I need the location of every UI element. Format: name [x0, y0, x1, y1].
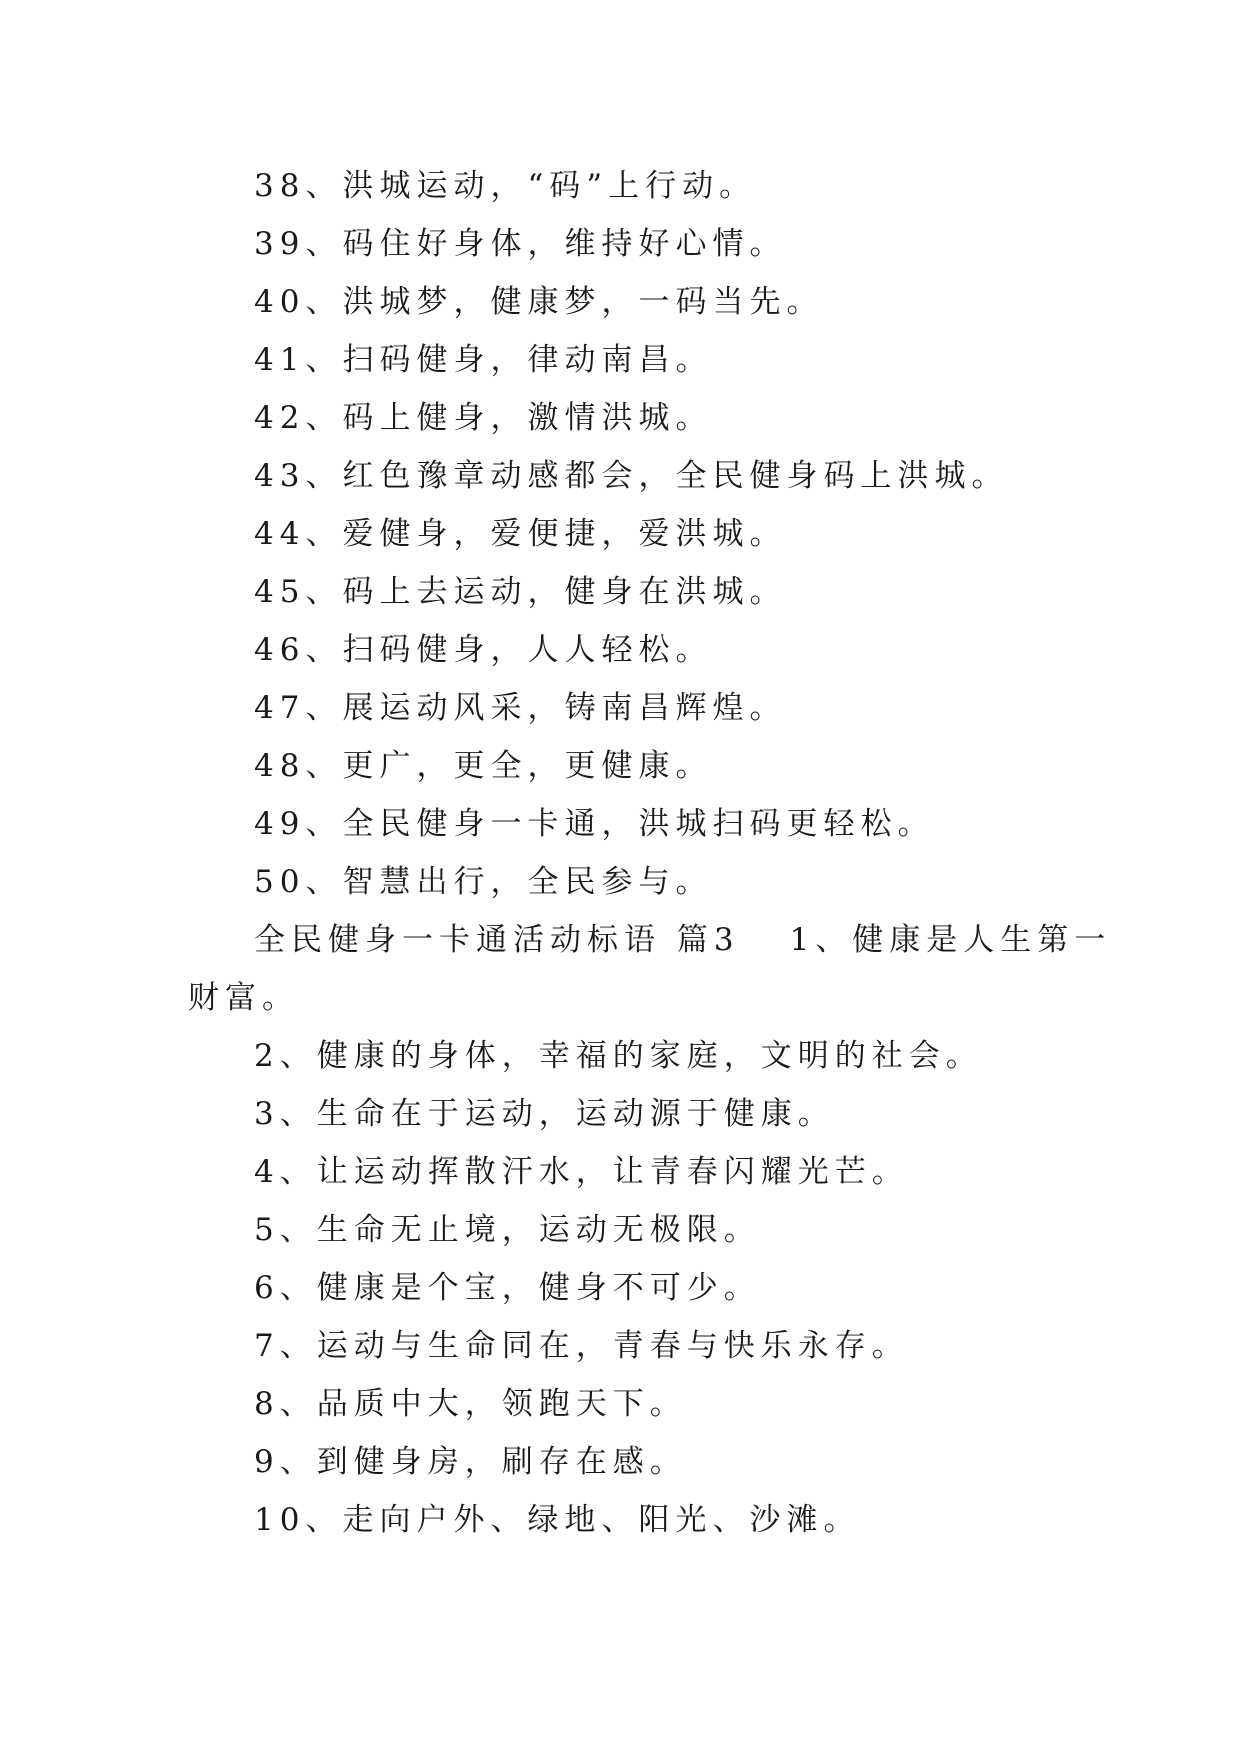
slogan-item: 9、到健身房，刷存在感。 [254, 1444, 687, 1480]
slogan-item: 42、码上健身，激情洪城。 [254, 400, 713, 436]
slogan-item: 50、智慧出行，全民参与。 [254, 864, 713, 900]
section-heading: 全民健身一卡通活动标语 篇3 [254, 922, 740, 958]
slogan-item: 38、洪城运动，“码”上行动。 [254, 168, 757, 204]
slogan-item: 5、生命无止境，运动无极限。 [254, 1212, 761, 1248]
slogan-item: 8、品质中大，领跑天下。 [254, 1386, 687, 1422]
slogan-item: 4、让运动挥散汗水，让青春闪耀光芒。 [254, 1154, 909, 1190]
slogan-item: 6、健康是个宝，健身不可少。 [254, 1270, 761, 1306]
slogan-item: 48、更广，更全，更健康。 [254, 748, 713, 784]
slogan-item: 40、洪城梦，健康梦，一码当先。 [254, 284, 824, 320]
slogan-item: 2、健康的身体，幸福的家庭，文明的社会。 [254, 1038, 983, 1074]
slogan-item-continuation: 财富。 [188, 980, 299, 1016]
slogan-item: 45、码上去运动，健身在洪城。 [254, 574, 787, 610]
slogan-item: 44、爱健身，爱便捷，爱洪城。 [254, 516, 787, 552]
slogan-item: 10、走向户外、绿地、阳光、沙滩。 [254, 1502, 861, 1538]
slogan-item: 39、码住好身体，维持好心情。 [254, 226, 787, 262]
slogan-item: 43、红色豫章动感都会，全民健身码上洪城。 [254, 458, 1009, 494]
slogan-item: 1、健康是人生第一 [789, 922, 1112, 958]
section-heading-line [188, 911, 1134, 969]
slogan-item: 46、扫码健身，人人轻松。 [254, 632, 713, 668]
slogan-item: 7、运动与生命同在，青春与快乐永存。 [254, 1328, 909, 1364]
slogan-item: 41、扫码健身，律动南昌。 [254, 342, 713, 378]
slogan-item: 49、全民健身一卡通，洪城扫码更轻松。 [254, 806, 935, 842]
slogan-item: 3、生命在于运动，运动源于健康。 [254, 1096, 835, 1132]
slogan-item: 47、展运动风采，铸南昌辉煌。 [254, 690, 787, 726]
